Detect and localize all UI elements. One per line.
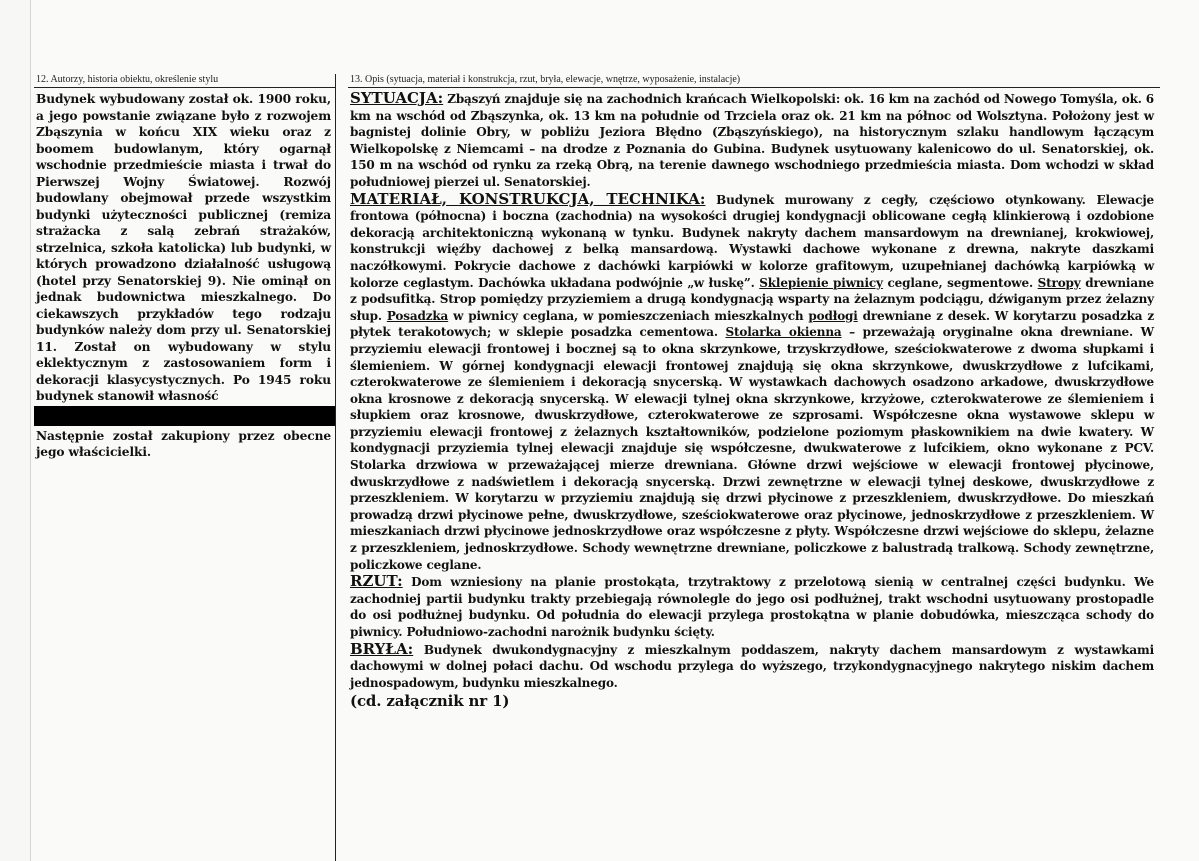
description-column [348, 74, 1160, 861]
material-text-c: drewniane z podsufitką. Strop pomiędzy przyziemiem a drugą kondygnacją wsparty na żelaznym podciągu, dźwiganym przez żelazny słup. [350, 275, 1154, 323]
material-text-d: w piwnicy ceglana, w pomieszczeniach mieszkalnych [448, 308, 809, 323]
material-text-e: drewniane z desek. W korytarzu posadzka z płytek terakotowych; w sklepie posadzka cementowa. [350, 308, 1154, 340]
flooring-term: Posadzka [386, 308, 449, 323]
section-plan [350, 573, 1154, 640]
floors-term: podłogi [808, 308, 858, 323]
plan-heading: RZUT: [350, 572, 403, 591]
description-header: 13. Opis (sytuacja, materiał i konstrukcja, rzut, bryła, elewacje, wnętrze, wyposażenie, instalacje) [348, 74, 1160, 88]
ceilings-term: Stropy [1037, 275, 1081, 290]
history-paragraph-2: Następnie został zakupiony przez obecne jego właścicielki. [36, 428, 331, 459]
continued-note: (cd. załącznik nr 1) [350, 692, 510, 711]
description-text [348, 88, 1160, 710]
situation-text: Zbąszyń znajduje się na zachodnich krańcach Wielkopolski: ok. 16 km na zachód od Nowego Tomyśla, ok. 6 km na wschód od Zbąszynka, ok. 13 km na południe od Trzciela oraz ok. 21 km na północ od Wolsztyna. Położony jest w bagnistej dolinie Obry, w pobliżu Jeziora Błędno (Zbąszyńskiego), na historycznym szlaku handlowym łączącym Wielkopolskę z Niemcami – na drodze z Poznania do Gubina. Budynek usytuowany kalenicowo do ul. Senatorskiej, ok. 150 m na wschód od rynku za rzeką Obrą, na terenie dawnego wschodniego przedmieścia miasta. Dom wchodzi w skład południowej pierzei ul. Senatorskiej. [350, 92, 1154, 189]
history-column [34, 74, 336, 861]
history-paragraph-1: Budynek wybudowany został ok. 1900 roku, a jego powstanie związane było z rozwojem Zbąszynia w końcu XIX wieku oraz z boomem budowlanym, który ogarnął wschodnie przedmieście miasta i trwał do Pierwszej Wojny Światowej. Rozwój budowlany obejmował przede wszystkim budynki użyteczności publicznej (remiza strażacka z salą zebrań strażaków, strzelnica, szkoła katolicka) lub budynki, w których prowadzono działalność usługową (hotel przy Senatorskiej 9). Nie ominął on jednak budownictwa mieszkalnego. Do ciekawszych przykładów tego rodzaju budynków należy dom przy ul. Senatorskiej 11. Został on wybudowany w stylu eklektycznym z zastosowaniem form i dekoracji klasycystycznych. Po 1945 roku budynek stanowił własność [36, 92, 331, 403]
section-massing [350, 641, 1154, 692]
redaction-bar [34, 406, 335, 426]
situation-heading: SYTUACJA: [350, 89, 444, 107]
material-text-b: ceglane, segmentowe. [882, 275, 1038, 290]
massing-text: Budynek dwukondygnacyjny z mieszkalnym poddaszem, nakryty dachem mansardowym z wystawkami dachowymi w dolnej połaci dachu. Od wschodu przylega do wyższego, trzykondygnacyjnego nakrytego niskim dachem jednospadowym, budynku mieszkalnego. [350, 642, 1154, 690]
material-heading: MATERIAŁ, KONSTRUKCJA, TECHNIKA: [350, 189, 706, 208]
material-text-a: Budynek murowany z cegły, częściowo otynkowany. Elewacje frontowa (północna) i boczna (zachodnia) na wysokości drugiej kondygnacji oblicowane cegłą klinkierową i ozdobione dekoracją architektoniczną wykonaną w tynku. Budynek nakryty dachem mansardowym na drewnianej, krokwiowej, konstrukcji więźby dachowej z belką mansardową. Wystawki dachowe wykonane z drewna, nakryte daszkami naczółkowymi. Pokrycie dachowe z dachówki karpiówki w kolorze grafitowym, uzupełnianej dachówką karpiówką w kolorze ceglastym. Dachówka układana podwójnie „w łuskę”. [350, 192, 1154, 290]
history-text [34, 88, 335, 461]
section-material [350, 191, 1154, 574]
material-text-f: – przeważają oryginalne okna drewniane. W przyziemiu elewacji frontowej i bocznej są to okna skrzynkowe, trzyskrzydłowe, sześciokwaterowe z dwoma słupkami i ślemieniem. W górnej kondygnacji elewacji frontowej znajdują się okna skrzynkowe, dwuskrzydłowe z lufcikami, czterokwaterowe ze ślemieniem i dekoracją snycerską. W wystawkach dachowych osadzono arkadowe, dwuskrzydłowe okna krosnowe z dekoracją snycerską. W elewacji tylnej okna skrzynkowe, krzyżowe, czterokwaterowe ze ślemieniem i słupkiem oraz krosnowe, dwuskrzydłowe, czterokwaterowe ze szprosami. Współczesne okna wystawowe sklepu w przyziemiu elewacji frontowej z żelaznych kształtowników, podzielone poziomym płaskownikiem na dwie kwatery. W kondygnacji przyziemia tylnej elewacji znajduje się współczesne, dwukwaterowe z lufcikiem, okno wykonane z PCV. Stolarka drzwiowa w przeważającej mierze drewniana. Główne drzwi wejściowe w elewacji frontowej płycinowe, dwuskrzydłowe z nadświetlem i dekoracją snycerską. Drzwi zewnętrzne w elewacji tylnej deskowe, dwuskrzydłowe z przeszkleniem. W korytarzu w przyziemiu znajdują się drzwi płycinowe z przeszkleniem, dwuskrzydłowe. Do mieszkań prowadzą drzwi płycinowe pełne, dwuskrzydłowe, sześciokwaterowe oraz płycinowe, jednoskrzydłowe z przeszkleniem. W mieszkaniach drzwi płycinowe jednoskrzydłowe oraz współczesne z płyty. Współczesne drzwi wejściowe do sklepu, żelazne z przeszkleniem, jednoskrzydłowe. Schody wewnętrzne drewniane, policzkowe z balustradą tralkową. Schody zewnętrzne, policzkowe ceglane. [350, 325, 1154, 572]
windows-term: Stolarka okienna [725, 325, 842, 340]
history-header: 12. Autorzy, historia obiektu, określenie stylu [34, 74, 335, 88]
massing-heading: BRYŁA: [350, 639, 414, 658]
section-situation [350, 90, 1154, 191]
plan-text: Dom wzniesiony na planie prostokąta, trzytraktowy z przelotową sienią w centralnej części budynku. We zachodniej partii budynku trakty przebiegają równolegle do jego osi podłużnej, trakt wschodni usytuowany prostopadle do osi podłużnej budynku. Od południa do elewacji przylega prostokątna w planie dobudówka, mieszcząca schody do piwnicy. Południowo-zachodni narożnik budynku ścięty. [350, 575, 1154, 639]
vault-term: Sklepienie piwnicy [759, 275, 883, 290]
